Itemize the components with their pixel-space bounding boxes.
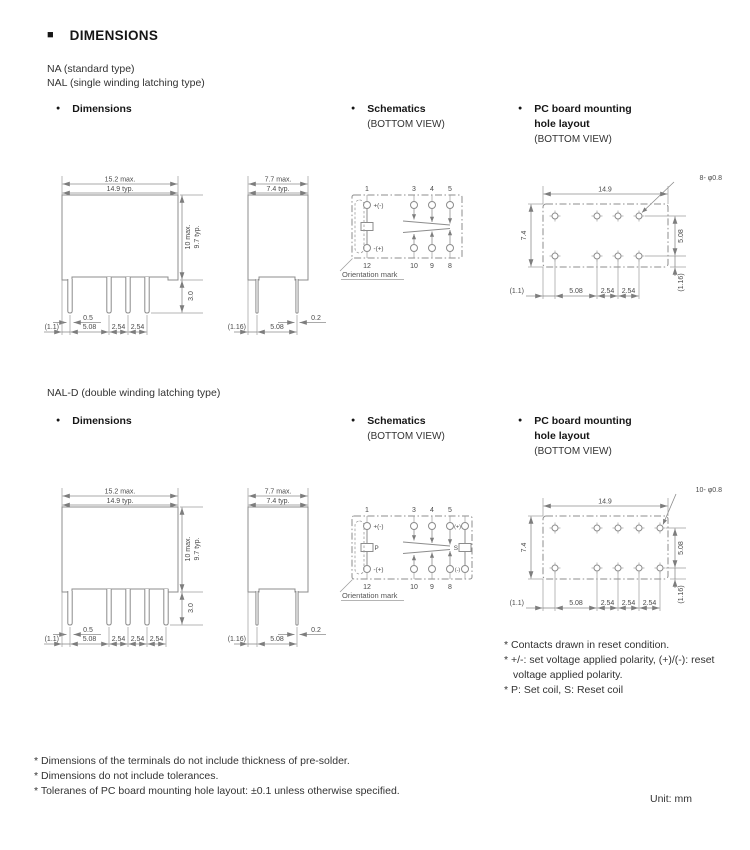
dim-label: 7.4 typ. xyxy=(266,497,290,505)
dim-label: (1.1) xyxy=(44,636,59,643)
dim-label: 2.54 xyxy=(642,600,657,607)
na-front-view-drawing xyxy=(33,166,233,338)
orientation-mark-label xyxy=(340,259,404,280)
dim-label: 5.08 xyxy=(678,229,685,243)
bottom-view-label: (BOTTOM VIEW) xyxy=(367,119,445,130)
dim-label: (1.16) xyxy=(227,636,246,643)
dim-label: 15.2 max. xyxy=(104,488,136,496)
hole-spec-label: 10- φ0.8 xyxy=(695,487,722,494)
page-title-row xyxy=(47,26,158,44)
dim-label: 3.0 xyxy=(188,291,195,301)
col-pcb-label1: PC board mounting xyxy=(534,415,632,427)
pin-numbers xyxy=(363,186,452,270)
schematic-notes xyxy=(504,638,750,698)
dim-label: 5.08 xyxy=(569,288,583,295)
na-schematic-drawing xyxy=(336,181,481,286)
pin-pitch-dimensions xyxy=(228,592,297,647)
nald-col-schematics xyxy=(351,414,445,444)
dim-label: 7.4 typ. xyxy=(266,185,290,193)
col-schematics-label: Schematics xyxy=(367,415,426,427)
orientation-mark-label xyxy=(340,580,404,601)
col-dimensions-label: Dimensions xyxy=(72,415,132,427)
dim-label: 2.54 xyxy=(111,636,126,643)
dim-label: 2.54 xyxy=(621,288,636,295)
page-footnotes xyxy=(34,754,574,799)
pin-number: 1 xyxy=(365,507,369,514)
orientation-mark-text: Orientation mark xyxy=(342,270,398,279)
footnote: * Dimensions of the terminals do not include thickness of pre-solder. xyxy=(34,755,350,767)
na-pcb-layout-drawing xyxy=(503,166,728,311)
polarity-label: +(-) xyxy=(373,202,384,210)
orientation-mark-text: Orientation mark xyxy=(342,591,398,600)
pin-number: 5 xyxy=(448,507,452,514)
na-col-dimensions xyxy=(56,102,132,117)
dim-label: 5.08 xyxy=(569,600,583,607)
reset-coil-label: S xyxy=(453,545,458,552)
nald-type-heading: NAL-D (double winding latching type) xyxy=(47,387,221,399)
dim-label: 14.9 typ. xyxy=(106,185,134,193)
pin-thickness-dimension xyxy=(278,315,326,323)
dim-label: 2.54 xyxy=(600,600,615,607)
board-outline xyxy=(543,516,668,579)
col-pcb-label1: PC board mounting xyxy=(534,103,632,115)
polarity-label: -(+) xyxy=(373,566,384,574)
pin-number: 5 xyxy=(448,186,452,193)
polarity-label: -(+) xyxy=(373,245,384,253)
relay-body-outline xyxy=(248,507,308,592)
na-type-heading xyxy=(47,63,205,90)
pin-width-dimension xyxy=(53,315,101,323)
dim-label: 14.9 xyxy=(598,186,612,194)
dim-label: 5.08 xyxy=(270,324,284,331)
contact-symbols xyxy=(403,530,450,566)
bullet-icon: ● xyxy=(56,417,61,424)
col-dimensions-label: Dimensions xyxy=(72,103,132,115)
polarity-label: (+) xyxy=(454,524,461,531)
dim-label: 10 max. xyxy=(185,536,192,562)
pin-number: 9 xyxy=(430,263,434,270)
col-pcb-label2: hole layout xyxy=(534,118,590,130)
bottom-view-label: (BOTTOM VIEW) xyxy=(534,134,612,145)
pin-number: 9 xyxy=(430,584,434,591)
mounting-holes xyxy=(550,523,666,574)
bullet-icon: ● xyxy=(351,105,356,112)
nald-side-view-drawing xyxy=(226,478,338,650)
polarity-label: +(-) xyxy=(373,523,384,531)
hole-callout xyxy=(663,487,722,525)
dim-label: 9.7 typ. xyxy=(194,537,201,561)
pin-number: 12 xyxy=(363,263,371,270)
dim-label: 10 max. xyxy=(185,224,192,250)
set-coil-label: P xyxy=(374,545,379,552)
height-dimension xyxy=(521,204,543,267)
width-dimension xyxy=(248,176,308,195)
dim-label: 7.4 xyxy=(521,230,528,241)
column-pitch-dimensions xyxy=(510,260,639,299)
dim-label: 5.08 xyxy=(270,636,284,643)
pin-pitch-dimensions xyxy=(44,280,147,335)
pin-thickness-dimension xyxy=(278,627,326,635)
mounting-holes xyxy=(550,211,645,262)
nald-col-dimensions xyxy=(56,414,132,429)
dim-label: 5.08 xyxy=(82,636,97,643)
set-coil-symbol xyxy=(361,530,373,566)
reset-coil-symbol xyxy=(459,530,471,566)
terminal-pins xyxy=(256,279,298,313)
bullet-icon: ● xyxy=(56,105,61,112)
pin-number: 4 xyxy=(430,186,434,193)
dim-label: (1.1) xyxy=(509,288,524,295)
width-dimension xyxy=(543,498,668,516)
dim-label: (1.16) xyxy=(227,324,246,331)
bullet-icon: ● xyxy=(351,417,356,424)
row-pitch-dimension xyxy=(645,216,686,292)
pin-number: 10 xyxy=(410,263,418,270)
dim-label: 2.54 xyxy=(111,324,126,331)
dim-label: (1.1) xyxy=(509,600,524,607)
relay-body-outline xyxy=(248,195,308,280)
dim-label: 5.08 xyxy=(678,541,685,555)
pin-number: 1 xyxy=(365,186,369,193)
bullet-icon: ● xyxy=(518,417,523,424)
dim-label: 0.2 xyxy=(311,315,321,322)
pin-number: 10 xyxy=(410,584,418,591)
dim-label: 14.9 typ. xyxy=(106,497,134,505)
dim-label: 2.54 xyxy=(149,636,164,643)
pin-number: 3 xyxy=(412,507,416,514)
pin-width-dimension xyxy=(53,627,101,635)
na-type-line1: NA (standard type) xyxy=(47,63,135,75)
dim-label: 7.4 xyxy=(521,542,528,553)
width-dimension xyxy=(248,488,308,507)
width-dimension xyxy=(62,176,178,195)
contact-symbols xyxy=(403,209,450,245)
note: * P: Set coil, S: Reset coil xyxy=(504,684,624,696)
note: * +/-: set voltage applied polarity, (+)/(-): reset voltage applied polarity. xyxy=(504,654,715,681)
section-square-icon: ■ xyxy=(47,29,54,41)
dim-label: 0.5 xyxy=(83,315,93,322)
na-type-line2: NAL (single winding latching type) xyxy=(47,76,205,89)
pin-number: 8 xyxy=(448,263,452,270)
width-dimension xyxy=(62,488,178,507)
na-col-pcb xyxy=(518,102,632,147)
dim-label: 5.08 xyxy=(82,324,97,331)
dim-label: 2.54 xyxy=(600,288,615,295)
nald-pcb-layout-drawing xyxy=(503,478,728,623)
relay-body-outline xyxy=(62,507,178,592)
footnote: * Dimensions do not include tolerances. xyxy=(34,770,219,782)
nald-col-pcb xyxy=(518,414,632,459)
footnote: * Toleranes of PC board mounting hole layout: ±0.1 unless otherwise specified. xyxy=(34,785,400,797)
terminal-pins xyxy=(68,277,149,313)
bottom-view-label: (BOTTOM VIEW) xyxy=(367,431,445,442)
dim-label: (1.16) xyxy=(678,585,685,604)
dim-label: 0.2 xyxy=(311,627,321,634)
dim-label: 0.5 xyxy=(83,627,93,634)
dim-label: 2.54 xyxy=(621,600,636,607)
dim-label: 14.9 xyxy=(598,498,612,506)
na-side-view-drawing xyxy=(226,166,338,338)
dim-label: 7.7 max. xyxy=(264,176,292,184)
nald-schematic-drawing xyxy=(336,502,486,607)
relay-body-outline xyxy=(62,195,178,280)
dim-label: 2.54 xyxy=(130,636,145,643)
terminal-pins xyxy=(256,591,298,625)
note: * Contacts drawn in reset condition. xyxy=(504,639,670,651)
dim-label: (1.16) xyxy=(678,273,685,292)
coil-symbol xyxy=(361,209,373,245)
pin-number: 4 xyxy=(430,507,434,514)
pin-number: 12 xyxy=(363,584,371,591)
bottom-view-label: (BOTTOM VIEW) xyxy=(534,446,612,457)
pin-number: 8 xyxy=(448,584,452,591)
bullet-icon: ● xyxy=(518,105,523,112)
nald-front-view-drawing xyxy=(33,478,233,650)
width-dimension xyxy=(543,186,668,204)
col-pcb-label2: hole layout xyxy=(534,430,590,442)
board-outline xyxy=(543,204,668,267)
na-col-schematics xyxy=(351,102,445,132)
unit-label: Unit: mm xyxy=(650,793,692,805)
col-schematics-label: Schematics xyxy=(367,103,426,115)
column-pitch-dimensions xyxy=(510,572,660,611)
row-pitch-dimension xyxy=(666,528,686,604)
terminal-pins xyxy=(68,589,168,625)
dim-label: 15.2 max. xyxy=(104,176,136,184)
hole-spec-label: 8- φ0.8 xyxy=(699,175,722,182)
page-title: DIMENSIONS xyxy=(69,27,159,43)
dim-label: 9.7 typ. xyxy=(194,225,201,249)
dim-label: 3.0 xyxy=(188,603,195,613)
pin-number: 3 xyxy=(412,186,416,193)
dim-label: (1.1) xyxy=(44,324,59,331)
polarity-label: (-) xyxy=(454,567,461,574)
dim-label: 7.7 max. xyxy=(264,488,292,496)
pin-pitch-dimensions xyxy=(228,280,297,335)
height-dimension xyxy=(521,516,543,579)
dim-label: 2.54 xyxy=(130,324,145,331)
